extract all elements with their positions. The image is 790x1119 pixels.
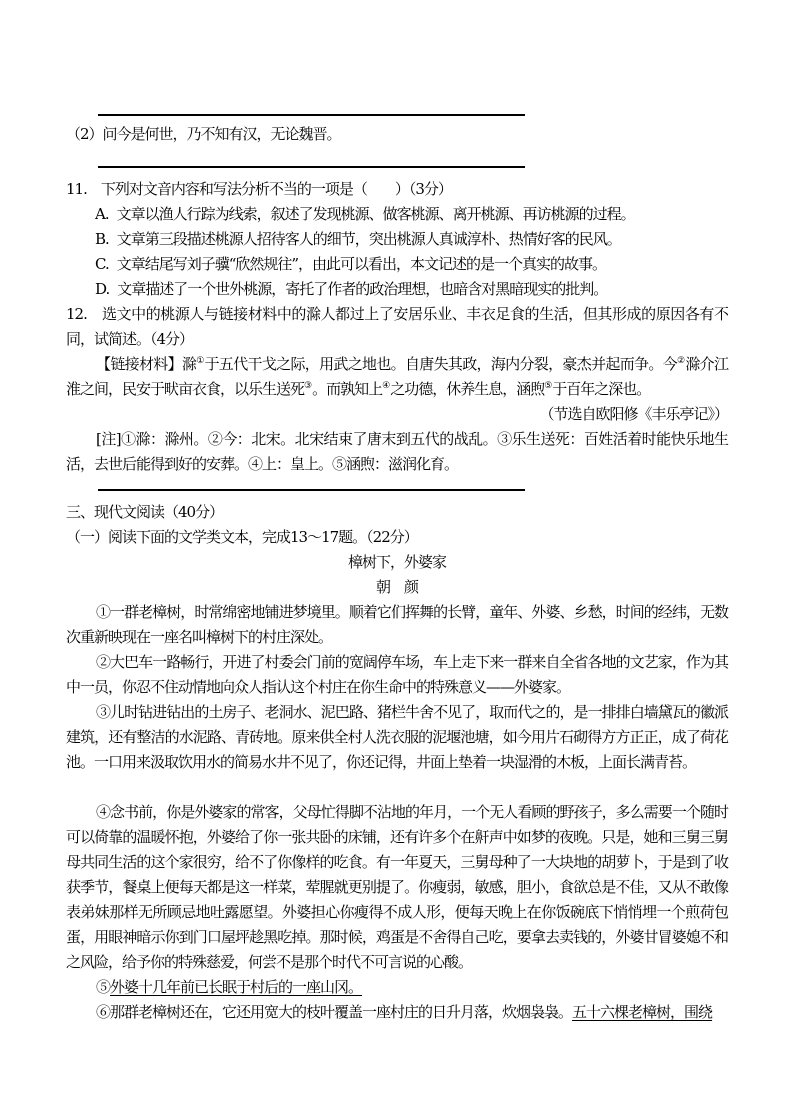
passage-paragraph-5: ⑤外婆十几年前已长眠于村后的一座山冈。 [96,978,363,996]
material-notes: [注]①滁：滁州。②今：北宋。北宋结束了唐末到五代的战乱。③乐生送死：百姓活着时能快乐地生活，去世后能得到好的安葬。④上：皇上。⑤涵煦：滋润化育。 [66,430,728,473]
answer-blank-line [98,114,525,116]
option-label: B. [95,230,109,248]
section-3-heading: 三、现代文阅读（40分） [66,503,224,521]
linked-material: 【链接材料】滁①于五代干戈之际，用武之地也。自唐失其政，海内分裂，豪杰并起而争。今②滁介江淮之间，民安于畎亩衣食，以乐生送死③。而孰知上④之功德，休养生息，涵煦⑤于百年之深也。 [66,355,728,398]
part-1-instructions: （一）阅读下面的文学类文本，完成13～17题。（22分） [66,528,418,546]
answer-blank-line [98,166,525,168]
option-label: A. [95,205,109,223]
question-11-option-a [95,202,728,227]
question-12-stem: 12. 选文中的桃源人与链接材料中的滁人都过上了安居乐业、丰衣足食的生活，但其形成的原因各有不同，试简述。（4分） [66,305,728,348]
option-text: 文章第三段描述桃源人招待客人的细节，突出桃源人真诚淳朴、热情好客的民风。 [116,230,621,248]
question-11-stem: 11. 下列对文音内容和写法分析不当的一项是（ ）（3分） [66,180,452,198]
option-label: D. [95,280,110,298]
passage-paragraph-3: ③儿时钻进钻出的土房子、老洞水、泥巴路、猪栏牛舍不见了，取而代之的，是一排排白墙黛瓦的徽派建筑，还有整洁的水泥路、青砖地。原来供全村人洗衣服的泥堰池塘，如今用片石砌得方方正正，成了荷花池。一口用来汲取饮用水的简易水井不见了，你还记得，井面上垫着一块湿滑的木板，上面长满青苔。 [66,703,728,771]
material-source: （节选自欧阳修《丰乐亭记》） [539,405,728,423]
answer-blank-line [98,489,525,491]
passage-paragraph-4: ④念书前，你是外婆家的常客，父母忙得脚不沾地的年月，一个无人看顾的野孩子，多么需要一个随时可以倚靠的温暖怀抱，外婆给了你一张共卧的床铺，还有许多个在鼾声中如梦的夜晚。只是，她和三舅三舅母共同生活的这个家很穷，给不了你像样的吃食。有一年夏天，三舅母种了一大块地的胡萝卜，于是到了收获季节，餐桌上便每天都是这一样菜，荤腥就更别提了。你瘦弱，敏感，胆小，食欲总是不佳，又从不敢像表弟妹那样无所顾忌地吐露愿望。外婆担心你瘦得不成人形，便每天晚上在你饭碗底下悄悄埋一个煎荷包蛋，用眼神暗示你到门口屋坪趁黑吃掉。那时候，鸡蛋是不舍得自己吃，要拿去卖钱的，外婆甘冒婆媳不和之风险，给予你的特殊慈爱，何尝不是那个时代不可言说的心酸。 [66,803,728,971]
option-text: 文章以渔人行踪为线索，叙述了发现桃源、做客桃源、离开桃源、再访桃源的过程。 [116,205,635,223]
passage-paragraph-2: ②大巴车一路畅行，开进了村委会门前的宽阔停车场，车上走下来一群来自全省各地的文艺家，作为其中一员，你忍不住动情地向众人指认这个村庄在你生命中的特殊意义——外婆家。 [66,653,728,696]
passage-paragraph-1: ①一群老樟树，时常绵密地铺进梦境里。顺着它们挥舞的长臂，童年、外婆、乡愁，时间的经纬，无数次重新映现在一座名叫樟树下的村庄深处。 [66,603,728,646]
option-text: 文章结尾写刘子骥“欣然规往”，由此可以看出，本文记述的是一个真实的故事。 [116,255,607,273]
option-text: 文章描述了一个世外桃源，寄托了作者的政治理想，也暗含对黑暗现实的批判。 [117,280,608,298]
question-11-option-b [95,227,728,252]
fill-in-answer-2: （2）问今是何世，乃不知有汉，无论魏晋。 [66,125,341,143]
passage-author: 朝 颜 [375,578,418,596]
question-11-option-d [95,277,728,302]
passage-paragraph-6: ⑥那群老樟树还在，它还用宽大的枝叶覆盖一座村庄的日升月落，炊烟袅袅。五十六棵老樟树，围绕 [96,1003,713,1021]
passage-title: 樟树下，外婆家 [347,553,446,571]
option-label: C. [95,255,109,273]
question-11-option-c [95,252,728,277]
